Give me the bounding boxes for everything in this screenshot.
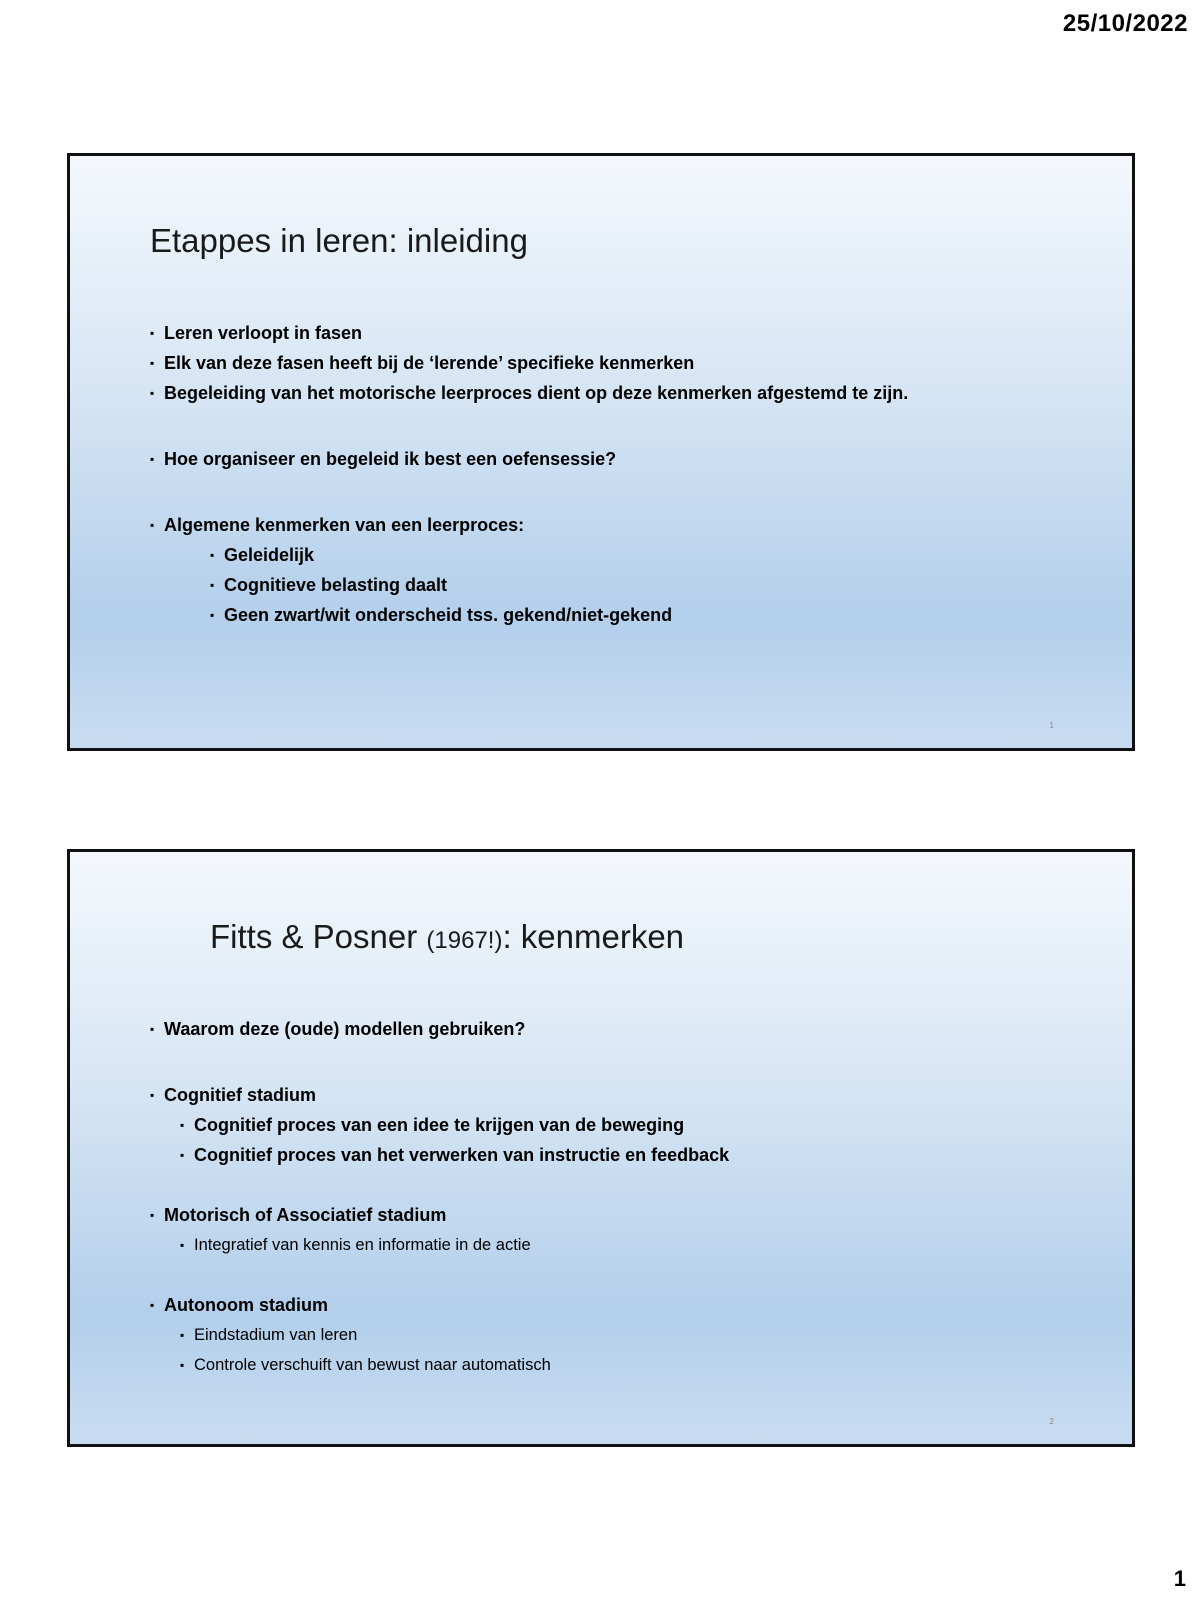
sub-bullet-item: ▪ Cognitief proces van een idee te krijgen van de beweging <box>180 1110 729 1140</box>
slide-number: 1 <box>1049 721 1054 730</box>
slide-title-main: Fitts & Posner <box>210 918 427 955</box>
slide-title-end: : kenmerken <box>502 918 685 955</box>
bullet-item: ▪ Waarom deze (oude) modellen gebruiken? <box>150 1014 729 1044</box>
slide-1 <box>67 153 1135 751</box>
bullet-item: ▪ Motorisch of Associatief stadium <box>150 1200 729 1230</box>
sub-bullet-item: ▪ Cognitieve belasting daalt <box>210 570 908 600</box>
bullet-item: ▪ Algemene kenmerken van een leerproces: <box>150 510 908 540</box>
sub-bullet-item: ▪ Controle verschuift van bewust naar automatisch <box>180 1350 729 1380</box>
slide-title-year: (1967!) <box>426 927 503 954</box>
bullet-item: ▪ Cognitief stadium <box>150 1080 729 1110</box>
document-date: 25/10/2022 <box>1062 10 1188 37</box>
sub-bullet-item: ▪ Integratief van kennis en informatie in de actie <box>180 1230 729 1260</box>
bullet-list <box>150 1014 729 1380</box>
bullet-list <box>150 318 908 630</box>
sub-bullet-item: ▪ Cognitief proces van het verwerken van instructie en feedback <box>180 1140 729 1170</box>
bullet-item: ▪ Hoe organiseer en begeleid ik best een oefensessie? <box>150 444 908 474</box>
page-number: 1 <box>1173 1566 1186 1591</box>
bullet-item: ▪ Begeleiding van het motorische leerproces dient op deze kenmerken afgestemd te zijn. <box>150 378 908 408</box>
slide-number: 2 <box>1049 1417 1054 1426</box>
sub-bullet-item: ▪ Eindstadium van leren <box>180 1320 729 1350</box>
bullet-item: ▪ Leren verloopt in fasen <box>150 318 908 348</box>
bullet-item: ▪ Autonoom stadium <box>150 1290 729 1320</box>
sub-bullet-item: ▪ Geen zwart/wit onderscheid tss. gekend/niet-gekend <box>210 600 908 630</box>
sub-bullet-item: ▪ Geleidelijk <box>210 540 908 570</box>
slide-2 <box>67 849 1135 1447</box>
bullet-item: ▪ Elk van deze fasen heeft bij de ‘lerende’ specifieke kenmerken <box>150 348 908 378</box>
slide-title <box>210 918 684 956</box>
slide-title: Etappes in leren: inleiding <box>150 222 528 259</box>
